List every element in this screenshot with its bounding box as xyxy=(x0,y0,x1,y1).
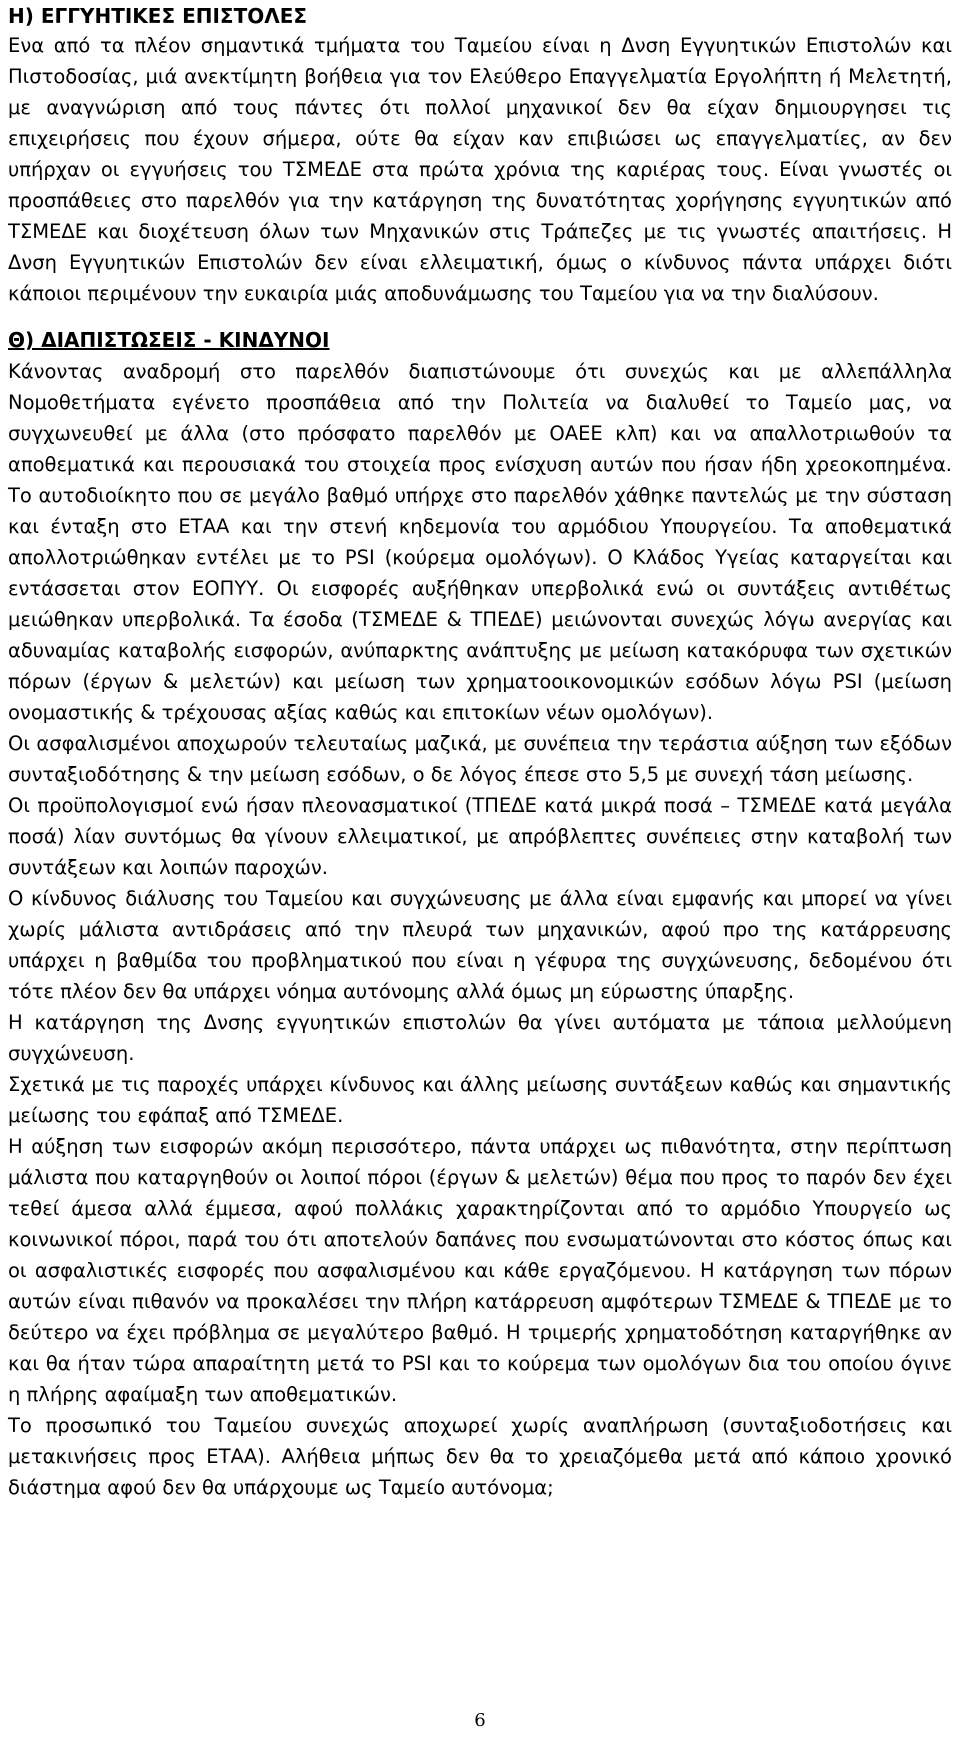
section-paragraph: Το προσωπικό του Ταμείου συνεχώς αποχωρεί χωρίς αναπλήρωση (συνταξιοδοτήσεις και μετακινήσεις προς ΕΤΑΑ). Αλήθεια μήπως δεν θα το χρειαζόμεθα μετά από κάποιο χρονικό διάστημα αφού δεν θα υπάρχουμε ως Ταμείο αυτόνομα; xyxy=(8,1414,952,1499)
section-guarantee-letters xyxy=(8,2,952,309)
section-title xyxy=(8,325,952,356)
section-paragraph: Σχετικά με τις παροχές υπάρχει κίνδυνος και άλλης μείωσης συντάξεων καθώς και σημαντικής μείωσης του εφάπαξ από ΤΣΜΕΔΕ. xyxy=(8,1073,952,1127)
section-paragraph: Ενα από τα πλέον σημαντικά τμήματα του Ταμείου είναι η Δνση Εγγυητικών Επιστολών και Πιστοδοσίας, μιά ανεκτίμητη βοήθεια για τον Ελεύθερο Επαγγελματία Εργολήπτη ή Μελετητή, με αναγνώριση από τους πάντες ότι πολλοί μηχανικοί δεν θα είχαν δημιουργησει τις επιχειρήσεις που έχουν σήμερα, ούτε θα είχαν καν επιβιώσει ως επαγγελματίες, αν δεν υπήρχαν οι εγγυήσεις του ΤΣΜΕΔΕ στα πρώτα χρόνια της καριέρας τους. Είναι γνωστές οι προσπάθειες στο παρελθόν για την κατάργηση της δυνατότητας χορήγησης εγγυητικών από ΤΣΜΕΔΕ και διοχέτευση όλων των Μηχανικών στις Τράπεζες με τις γνωστές απαιτήσεις. Η Δνση Εγγυητικών Επιστολών δεν είναι ελλειματική, όμως ο κίνδυνος πάντα υπάρχει διότι κάποιοι περιμένουν την ευκαιρία μιάς αποδυνάμωσης του Ταμείου για να την διαλύσουν. xyxy=(8,34,952,305)
page-number: 6 xyxy=(474,1710,486,1731)
section-findings-risks xyxy=(8,325,952,1503)
section-paragraph: Η κατάργηση της Δνσης εγγυητικών επιστολών θα γίνει αυτόματα με τάποια μελλούμενη συγχώνευση. xyxy=(8,1011,952,1065)
section-paragraph: Οι προϋπολογισμοί ενώ ήσαν πλεονασματικοί (ΤΠΕΔΕ κατά μικρά ποσά – ΤΣΜΕΔΕ κατά μεγάλα ποσά) λίαν συντόμως θα γίνουν ελλειματικοί, με απρόβλεπτες συνέπειες στην καταβολή των συντάξεων και λοιπών παροχών. xyxy=(8,794,952,879)
section-title: Η) ΕΓΓΥΗΤΙΚΕΣ ΕΠΙΣΤΟΛΕΣ xyxy=(8,4,308,28)
section-paragraph: Ο κίνδυνος διάλυσης του Ταμείου και συγχώνευσης με άλλα είναι εμφανής και μπορεί να γίνει χωρίς μάλιστα αντιδράσεις από την πλευρά των μηχανικών, αφού προ της κατάρρευσης υπάρχει η βαθμίδα του προβληματικού που είναι η γέφυρα της συγχώνευσης, δεδομένου ότι τότε πλέον δεν θα υπάρχει νόημα αυτόνομης αλλά όμως μη εύρωστης ύπαρξης. xyxy=(8,887,952,1003)
section-paragraph: Οι ασφαλισμένοι αποχωρούν τελευταίως μαζικά, με συνέπεια την τεράστια αύξηση των εξόδων συνταξιοδότησης & την μείωση εσόδων, ο δε λόγος έπεσε στο 5,5 με συνεχή τάση μείωσης. xyxy=(8,732,952,786)
section-paragraph: Η αύξηση των εισφορών ακόμη περισσότερο, πάντα υπάρχει ως πιθανότητα, στην περίπτωση μάλιστα που καταργηθούν οι λοιποί πόροι (έργων & μελετών) θέμα που προς το παρόν δεν έχει τεθεί άμεσα αλλά έμμεσα, αφού πολλάκις χαρακτηρίζονται από το αρμόδιο Υπουργείο ως κοινωνικοί πόροι, παρά του ότι αποτελούν δαπάνες που ενσωματώνονται στο κόστος όπως και οι ασφαλιστικές εισφορές που ασφαλισμένου και κάθε εργαζόμενου. Η κατάργηση των πόρων αυτών είναι πιθανόν να προκαλέσει την πλήρη κατάρρευση αμφότερων ΤΣΜΕΔΕ & ΤΠΕΔΕ με το δεύτερο να έχει πρόβλημα σε μεγαλύτερο βαθμό. Η τριμερής χρηματοδότηση καταργήθηκε αν και θα ήταν τώρα απαραίτητη μετά το PSI και το κούρεμα των ομολόγων δια του οποίου όγινε η πλήρης αφαίμαξη των αποθεματικών. xyxy=(8,1135,952,1406)
section-title-text: Θ) ΔΙΑΠΙΣΤΩΣΕΙΣ - ΚΙΝΔΥΝΟΙ xyxy=(8,328,330,352)
section-paragraph: Κάνοντας αναδρομή στο παρελθόν διαπιστώνουμε ότι συνεχώς και με αλλεπάλληλα Νομοθετήματα εγένετο προσπάθεια από την Πολιτεία να διαλυθεί το Ταμείο μας, να συγχωνευθεί με άλλα (στο πρόσφατο παρελθόν με ΟΑΕΕ κλπ) και να απαλλοτριωθούν τα αποθεματικά και περουσιακά του στοιχεία προς ενίσχυση αυτών που ήσαν ήδη χρεοκοπημένα. Το αυτοδιοίκητο που σε μεγάλο βαθμό υπήρχε στο παρελθόν χάθηκε παντελώς με την σύσταση και ένταξη στο ΕΤΑΑ και την στενή κηδεμονία του αρμόδιου Υπουργείου. Τα αποθεματικά απολλοτριώθηκαν εντέλει με το PSI (κούρεμα ομολόγων). Ο Κλάδος Υγείας καταργείται και εντάσσεται στον ΕΟΠΥΥ. Οι εισφορές αυξήθηκαν υπερβολικά ενώ οι συντάξεις αντιθέτως μειώθηκαν υπερβολικά. Τα έσοδα (ΤΣΜΕΔΕ & ΤΠΕΔΕ) μειώνονται συνεχώς λόγω ανεργίας και αδυναμίας καταβολής εισφορών, ανύπαρκτης ανάπτυξης με μείωση κατακόρυφα των σχετικών πόρων (έργων & μελετών) και μείωση των χρηματοοικονομικών εσόδων λόγω PSI (μείωση ονομαστικής & τρέχουσας αξίας καθώς και επιτοκίων νέων ομολόγων). xyxy=(8,360,952,724)
